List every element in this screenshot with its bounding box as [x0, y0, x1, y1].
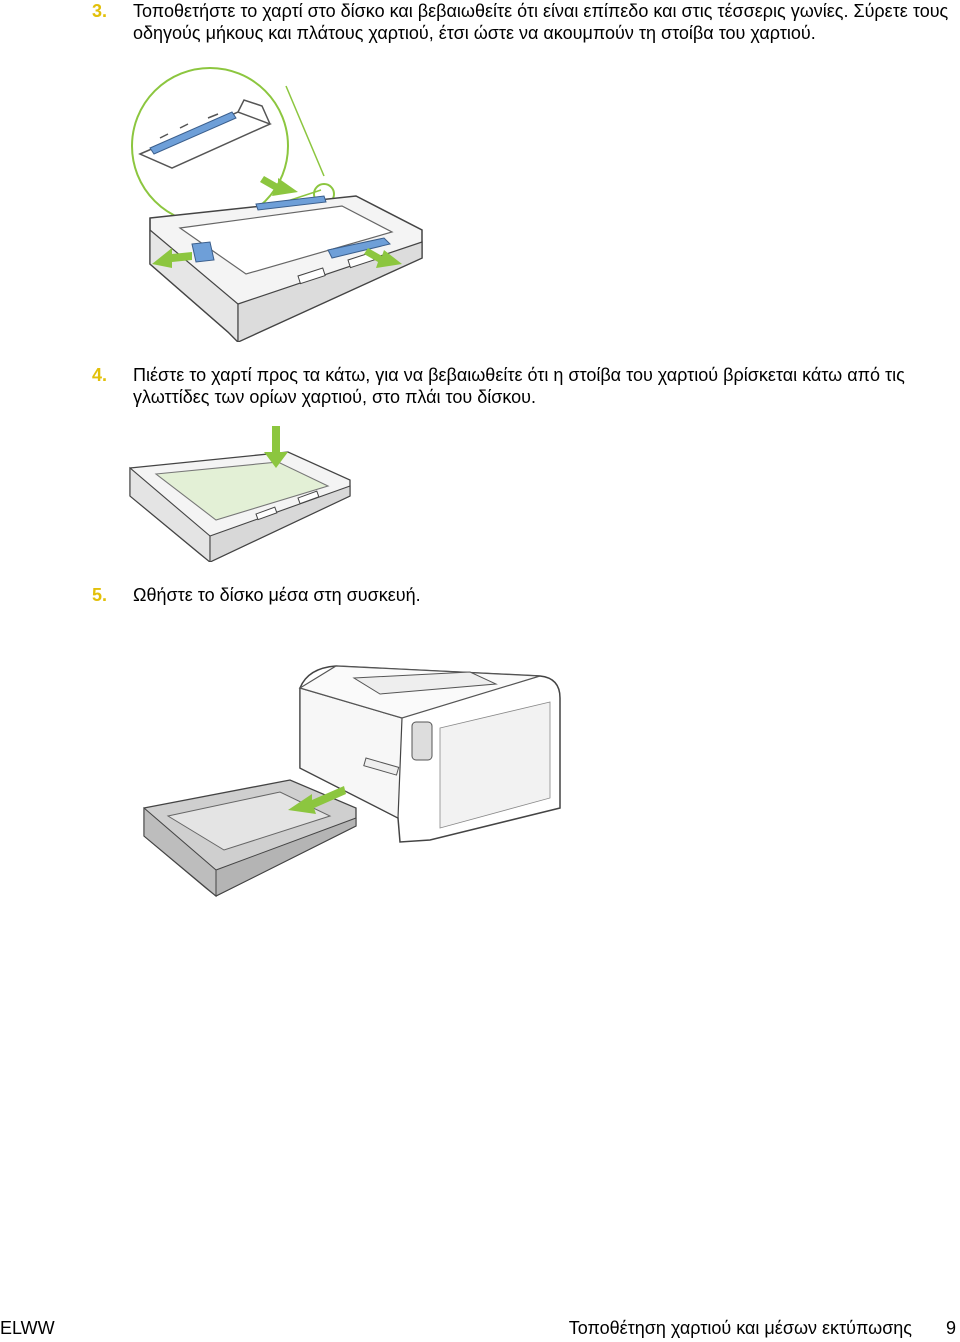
step-text: Πιέστε το χαρτί προς τα κάτω, για να βεβαιωθείτε ότι η στοίβα του χαρτιού βρίσκεται κάτω από τις γλωττίδες των ορίων χαρτιού, στο πλάι του δίσκου.: [133, 365, 905, 407]
step-number: 3.: [92, 1, 108, 21]
control-panel: [412, 722, 432, 760]
step-number: 4.: [92, 365, 108, 385]
zoom-callout-line: [286, 86, 324, 176]
page-number: 9: [945, 1318, 956, 1338]
step-text: Τοποθετήστε το χαρτί στο δίσκο και βεβαιωθείτε ότι είναι επίπεδο και στις τέσσερις γωνίες. Σύρετε τους οδηγούς μήκους και πλάτους χαρτιού, έτσι ώστε να ακουμπούν τη στοίβα του χαρτιού.: [133, 1, 949, 43]
footer-label: ELWW: [0, 1318, 55, 1338]
insert-tray-illustration: [140, 658, 564, 900]
footer-section-title: Τοποθέτηση χαρτιού και μέσων εκτύπωσης: [568, 1318, 912, 1338]
step-number: 5.: [92, 585, 108, 605]
step-text: Ωθήστε το δίσκο μέσα στη συσκευή.: [133, 585, 421, 605]
press-paper-illustration: [128, 424, 354, 562]
paper-tray: [150, 196, 422, 342]
page-footer: [0, 1318, 960, 1342]
tray-guides-illustration: [128, 64, 428, 342]
paper-tray: [130, 452, 350, 562]
